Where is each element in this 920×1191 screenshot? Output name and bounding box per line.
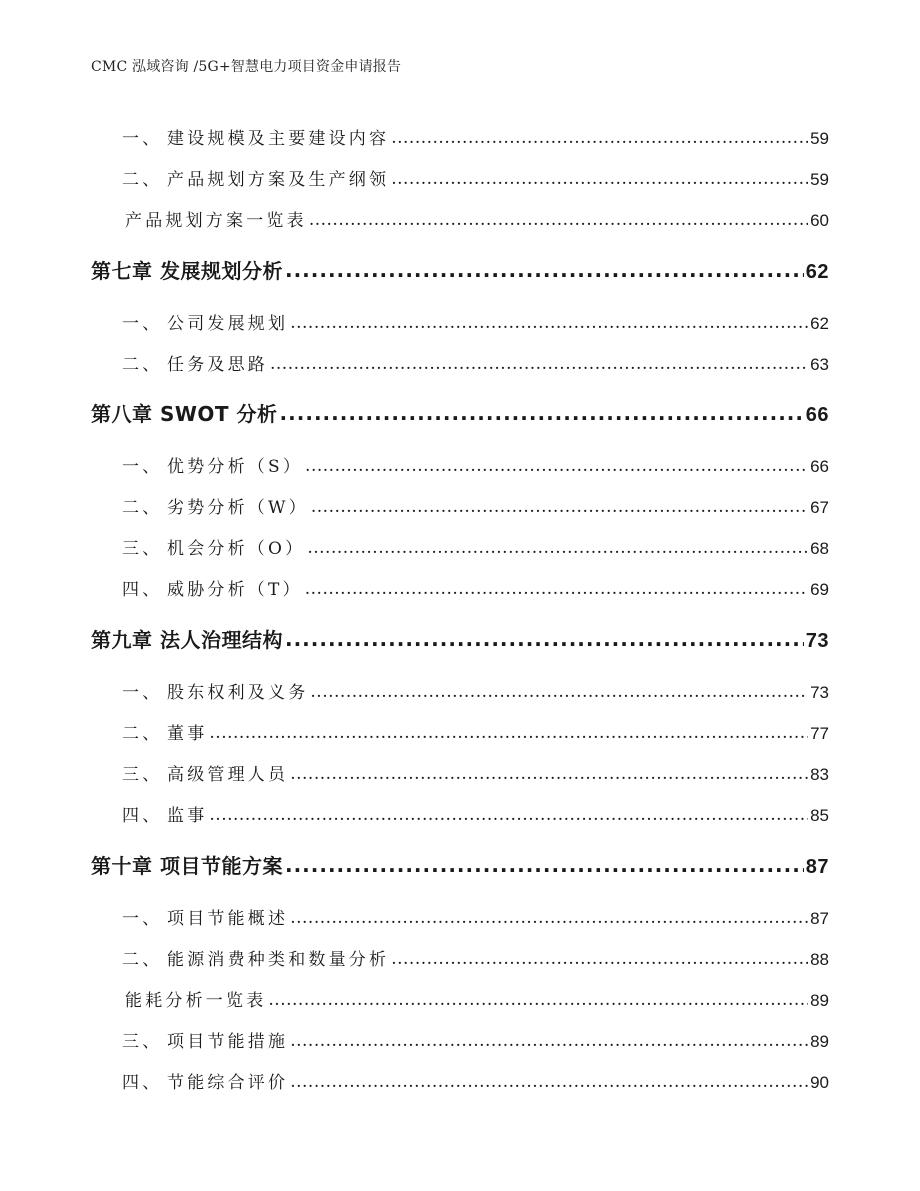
toc-entry[interactable] bbox=[91, 206, 829, 231]
dot-leader bbox=[391, 949, 808, 969]
toc-entry-page: 68 bbox=[810, 539, 829, 558]
toc-entry-number: 一、 bbox=[122, 457, 163, 477]
toc-chapter-entry[interactable] bbox=[91, 850, 829, 879]
dot-leader bbox=[280, 401, 804, 425]
toc-entry[interactable] bbox=[91, 165, 829, 190]
dot-leader bbox=[209, 805, 808, 825]
toc-entry-title: 能源消费种类和数量分析 bbox=[167, 950, 390, 970]
dot-leader bbox=[290, 908, 808, 928]
toc-entry[interactable] bbox=[91, 124, 829, 149]
toc-entry-title: 产品规划方案一览表 bbox=[125, 211, 307, 231]
toc-chapter-title: 第八章 SWOT 分析 bbox=[91, 402, 278, 426]
toc-entry-page: 67 bbox=[810, 498, 829, 517]
toc-entry[interactable] bbox=[91, 801, 829, 826]
dot-leader bbox=[285, 853, 804, 877]
toc-entry-title: 产品规划方案及生产纲领 bbox=[167, 170, 390, 190]
toc-entry[interactable] bbox=[91, 350, 829, 375]
toc-entry-page: 59 bbox=[810, 129, 829, 148]
toc-entry[interactable] bbox=[91, 945, 829, 970]
toc-entry-number: 四、 bbox=[122, 1073, 163, 1093]
toc-entry[interactable] bbox=[91, 904, 829, 929]
dot-leader bbox=[309, 210, 808, 230]
toc-entry-number: 二、 bbox=[122, 498, 163, 518]
toc-entry-number: 一、 bbox=[122, 314, 163, 334]
dot-leader bbox=[270, 354, 808, 374]
toc-entry[interactable] bbox=[91, 534, 829, 559]
toc-entry-title: 监事 bbox=[167, 806, 208, 826]
toc-entry-title: 威胁分析（T） bbox=[167, 580, 303, 600]
toc-entry-page: 73 bbox=[810, 683, 829, 702]
toc-chapter-entry[interactable] bbox=[91, 624, 829, 653]
toc-entry-number: 三、 bbox=[122, 539, 163, 559]
running-header: CMC 泓域咨询 /5G+智慧电力项目资金申请报告 bbox=[91, 59, 402, 75]
dot-leader bbox=[307, 538, 808, 558]
dot-leader bbox=[305, 579, 808, 599]
toc-entry-title: 劣势分析（W） bbox=[167, 498, 309, 518]
toc-entry-number: 二、 bbox=[122, 170, 163, 190]
toc-entry-title: 任务及思路 bbox=[167, 355, 268, 375]
toc-entry-number: 三、 bbox=[122, 1032, 163, 1052]
toc-entry[interactable] bbox=[91, 493, 829, 518]
toc-entry-page: 87 bbox=[805, 856, 829, 878]
toc-entry-number: 一、 bbox=[122, 683, 163, 703]
toc-entry-page: 89 bbox=[810, 1032, 829, 1051]
toc-entry-number: 二、 bbox=[122, 950, 163, 970]
toc-entry-number: 二、 bbox=[122, 355, 163, 375]
dot-leader bbox=[391, 128, 808, 148]
toc-entry-number: 三、 bbox=[122, 765, 163, 785]
toc-entry[interactable] bbox=[91, 678, 829, 703]
toc-entry-page: 90 bbox=[810, 1073, 829, 1092]
toc-chapter-entry[interactable] bbox=[91, 398, 829, 427]
toc-entry-page: 60 bbox=[810, 211, 829, 230]
toc-entry[interactable] bbox=[91, 986, 829, 1011]
toc-entry-title: 项目节能概述 bbox=[167, 909, 289, 929]
toc-chapter-title: 第七章 发展规划分析 bbox=[91, 259, 283, 283]
dot-leader bbox=[268, 990, 808, 1010]
toc-entry-number: 四、 bbox=[122, 580, 163, 600]
toc-entry-page: 62 bbox=[810, 314, 829, 333]
toc-entry-number: 一、 bbox=[122, 909, 163, 929]
toc-entry-page: 88 bbox=[810, 950, 829, 969]
toc-entry-page: 66 bbox=[805, 404, 829, 426]
toc-entry-page: 85 bbox=[810, 806, 829, 825]
toc-entry-title: 董事 bbox=[167, 724, 208, 744]
dot-leader bbox=[285, 627, 804, 651]
toc-chapter-title: 第十章 项目节能方案 bbox=[91, 854, 283, 878]
toc-entry-number: 四、 bbox=[122, 806, 163, 826]
toc-chapter-entry[interactable] bbox=[91, 255, 829, 284]
dot-leader bbox=[209, 723, 808, 743]
toc-entry-page: 69 bbox=[810, 580, 829, 599]
toc-entry-title: 节能综合评价 bbox=[167, 1073, 289, 1093]
toc-entry-number: 二、 bbox=[122, 724, 163, 744]
toc-entry-number: 一、 bbox=[122, 129, 163, 149]
dot-leader bbox=[285, 258, 804, 282]
dot-leader bbox=[290, 1072, 808, 1092]
toc-chapter-title: 第九章 法人治理结构 bbox=[91, 628, 283, 652]
toc-entry[interactable] bbox=[91, 760, 829, 785]
toc-entry-title: 高级管理人员 bbox=[167, 765, 289, 785]
toc-entry-page: 83 bbox=[810, 765, 829, 784]
toc-entry[interactable] bbox=[91, 1027, 829, 1052]
toc-entry-page: 73 bbox=[805, 630, 829, 652]
toc-entry[interactable] bbox=[91, 1068, 829, 1093]
toc-entry[interactable] bbox=[91, 719, 829, 744]
toc-entry-title: 机会分析（O） bbox=[167, 539, 306, 559]
toc-entry-page: 87 bbox=[810, 909, 829, 928]
dot-leader bbox=[310, 682, 808, 702]
toc-entry[interactable] bbox=[91, 309, 829, 334]
toc-entry-page: 59 bbox=[810, 170, 829, 189]
dot-leader bbox=[290, 764, 808, 784]
toc-entry-title: 项目节能措施 bbox=[167, 1032, 289, 1052]
toc-entry-page: 63 bbox=[810, 355, 829, 374]
dot-leader bbox=[305, 456, 808, 476]
toc-entry-title: 公司发展规划 bbox=[167, 314, 289, 334]
dot-leader bbox=[311, 497, 808, 517]
dot-leader bbox=[290, 1031, 808, 1051]
toc-entry-title: 优势分析（S） bbox=[167, 457, 304, 477]
toc-entry-page: 66 bbox=[810, 457, 829, 476]
dot-leader bbox=[290, 313, 808, 333]
toc-entry-page: 62 bbox=[805, 261, 829, 283]
toc-entry-title: 能耗分析一览表 bbox=[125, 991, 267, 1011]
toc-entry[interactable] bbox=[91, 575, 829, 600]
dot-leader bbox=[391, 169, 808, 189]
toc-entry-page: 89 bbox=[810, 991, 829, 1010]
toc-entry[interactable] bbox=[91, 452, 829, 477]
toc-entry-title: 建设规模及主要建设内容 bbox=[167, 129, 390, 149]
toc-entry-title: 股东权利及义务 bbox=[167, 683, 309, 703]
toc-entry-page: 77 bbox=[810, 724, 829, 743]
